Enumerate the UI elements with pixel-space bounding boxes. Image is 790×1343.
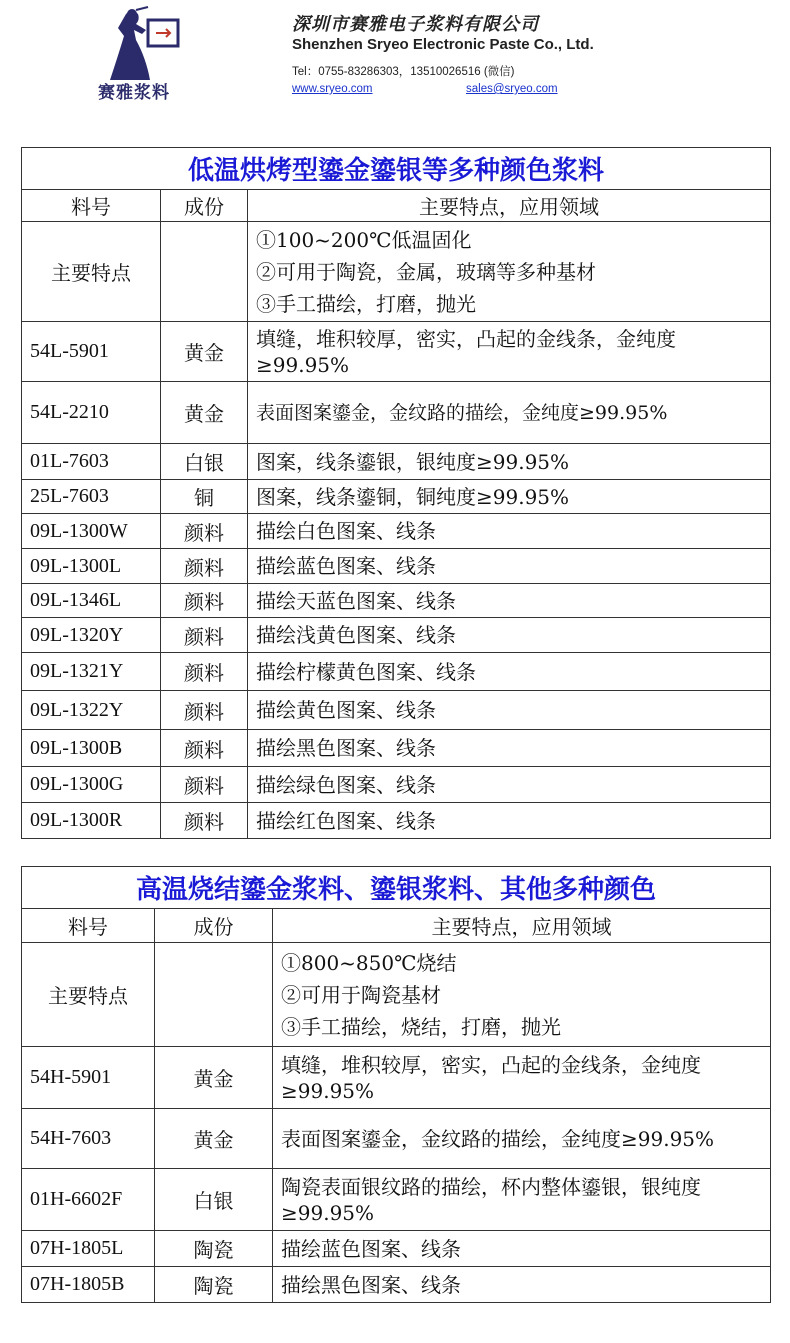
- feature-item: ②可用于陶瓷基材: [281, 982, 441, 1007]
- company-name-en: Shenzhen Sryeo Electronic Paste Co., Ltd.: [292, 36, 594, 53]
- product-code: 09L-1322Y: [22, 691, 161, 730]
- col-header-composition: 成份: [161, 190, 248, 222]
- description: 描绘蓝色图案、线条: [273, 1231, 771, 1267]
- col-header-code: 料号: [22, 190, 161, 222]
- table-row: [22, 480, 771, 514]
- description: 陶瓷表面银纹路的描绘，杯内整体鎏银，银纯度≥99.95%: [273, 1169, 771, 1231]
- table-title: 高温烧结鎏金浆料、鎏银浆料、其他多种颜色: [22, 867, 771, 909]
- features-label: 主要特点: [22, 222, 161, 322]
- website-link[interactable]: www.sryeo.com: [292, 83, 373, 95]
- description: 填缝，堆积较厚，密实，凸起的金线条，金纯度≥99.95%: [273, 1047, 771, 1109]
- description: 表面图案鎏金，金纹路的描绘，金纯度≥99.95%: [248, 382, 771, 444]
- description: 描绘绿色图案、线条: [248, 767, 771, 803]
- composition: 黄金: [155, 1047, 273, 1109]
- composition: 颜料: [161, 803, 248, 839]
- composition: 颜料: [161, 730, 248, 767]
- product-code: 54H-7603: [22, 1109, 155, 1169]
- composition: 颜料: [161, 514, 248, 549]
- description: 图案，线条鎏银，银纯度≥99.95%: [248, 444, 771, 480]
- table-title: 低温烘烤型鎏金鎏银等多种颜色浆料: [22, 148, 771, 190]
- description: 描绘天蓝色图案、线条: [248, 584, 771, 618]
- features-list: [273, 943, 771, 1047]
- product-code: 54H-5901: [22, 1047, 155, 1109]
- product-code: 01H-6602F: [22, 1169, 155, 1231]
- composition: 黄金: [161, 322, 248, 382]
- product-code: 09L-1346L: [22, 584, 161, 618]
- composition: 颜料: [161, 767, 248, 803]
- description: 描绘红色图案、线条: [248, 803, 771, 839]
- table-row: [22, 514, 771, 549]
- composition: 白银: [161, 444, 248, 480]
- description: 填缝，堆积较厚，密实，凸起的金线条，金纯度≥99.95%: [248, 322, 771, 382]
- table-row: [22, 584, 771, 618]
- description: 描绘浅黄色图案、线条: [248, 618, 771, 653]
- composition: 黄金: [155, 1109, 273, 1169]
- description: 描绘蓝色图案、线条: [248, 549, 771, 584]
- product-code: 09L-1300R: [22, 803, 161, 839]
- table-row: [22, 653, 771, 691]
- company-tel: Tel：0755-83286303，13510026516 (微信): [292, 66, 515, 78]
- composition: 陶瓷: [155, 1231, 273, 1267]
- description: 描绘黑色图案、线条: [248, 730, 771, 767]
- letterhead: [0, 0, 790, 120]
- table-row: [22, 444, 771, 480]
- composition: 黄金: [161, 382, 248, 444]
- product-code: 54L-5901: [22, 322, 161, 382]
- col-header-features: 主要特点，应用领域: [248, 190, 771, 222]
- feature-item: ③手工描绘，烧结，打磨，抛光: [281, 1014, 561, 1039]
- product-code: 07H-1805B: [22, 1267, 155, 1303]
- description: 表面图案鎏金，金纹路的描绘，金纯度≥99.95%: [273, 1109, 771, 1169]
- table-row: [22, 322, 771, 382]
- product-code: 09L-1300G: [22, 767, 161, 803]
- product-code: 09L-1300L: [22, 549, 161, 584]
- feature-item: ③手工描绘，打磨，抛光: [256, 291, 476, 316]
- product-code: 09L-1320Y: [22, 618, 161, 653]
- product-code: 01L-7603: [22, 444, 161, 480]
- feature-item: ①800~850℃烧结: [281, 950, 457, 975]
- col-header-code: 料号: [22, 909, 155, 943]
- table-row: [22, 1267, 771, 1303]
- feature-item: ①100~200℃低温固化: [256, 227, 472, 252]
- composition: 颜料: [161, 584, 248, 618]
- composition: 颜料: [161, 618, 248, 653]
- description: 描绘白色图案、线条: [248, 514, 771, 549]
- description: 描绘黄色图案、线条: [248, 691, 771, 730]
- table-row: [22, 730, 771, 767]
- feature-item: ②可用于陶瓷，金属，玻璃等多种基材: [256, 259, 596, 284]
- features-empty-cell: [161, 222, 248, 322]
- composition: 颜料: [161, 653, 248, 691]
- product-code: 54L-2210: [22, 382, 161, 444]
- features-label: 主要特点: [22, 943, 155, 1047]
- table-row: [22, 803, 771, 839]
- company-name-cn: 深圳市赛雅电子浆料有限公司: [292, 14, 539, 35]
- table-row: [22, 1109, 771, 1169]
- table-row: [22, 1169, 771, 1231]
- col-header-composition: 成份: [155, 909, 273, 943]
- product-code: 25L-7603: [22, 480, 161, 514]
- product-code: 09L-1300B: [22, 730, 161, 767]
- product-code: 07H-1805L: [22, 1231, 155, 1267]
- composition: 颜料: [161, 549, 248, 584]
- composition: 白银: [155, 1169, 273, 1231]
- high-temp-table: [21, 866, 771, 1303]
- email-link[interactable]: sales@sryeo.com: [466, 83, 558, 95]
- low-temp-table: [21, 147, 771, 839]
- table-row: [22, 691, 771, 730]
- col-header-features: 主要特点，应用领域: [273, 909, 771, 943]
- table-row: [22, 1047, 771, 1109]
- description: 描绘柠檬黄色图案、线条: [248, 653, 771, 691]
- composition: 陶瓷: [155, 1267, 273, 1303]
- description: 描绘黑色图案、线条: [273, 1267, 771, 1303]
- composition: 铜: [161, 480, 248, 514]
- composition: 颜料: [161, 691, 248, 730]
- description: 图案，线条鎏铜，铜纯度≥99.95%: [248, 480, 771, 514]
- logo-text: 赛雅浆料: [98, 83, 170, 103]
- product-code: 09L-1321Y: [22, 653, 161, 691]
- features-empty-cell: [155, 943, 273, 1047]
- table-row: [22, 382, 771, 444]
- table-row: [22, 1231, 771, 1267]
- features-list: [248, 222, 771, 322]
- table-row: [22, 767, 771, 803]
- table-row: [22, 549, 771, 584]
- product-code: 09L-1300W: [22, 514, 161, 549]
- table-row: [22, 618, 771, 653]
